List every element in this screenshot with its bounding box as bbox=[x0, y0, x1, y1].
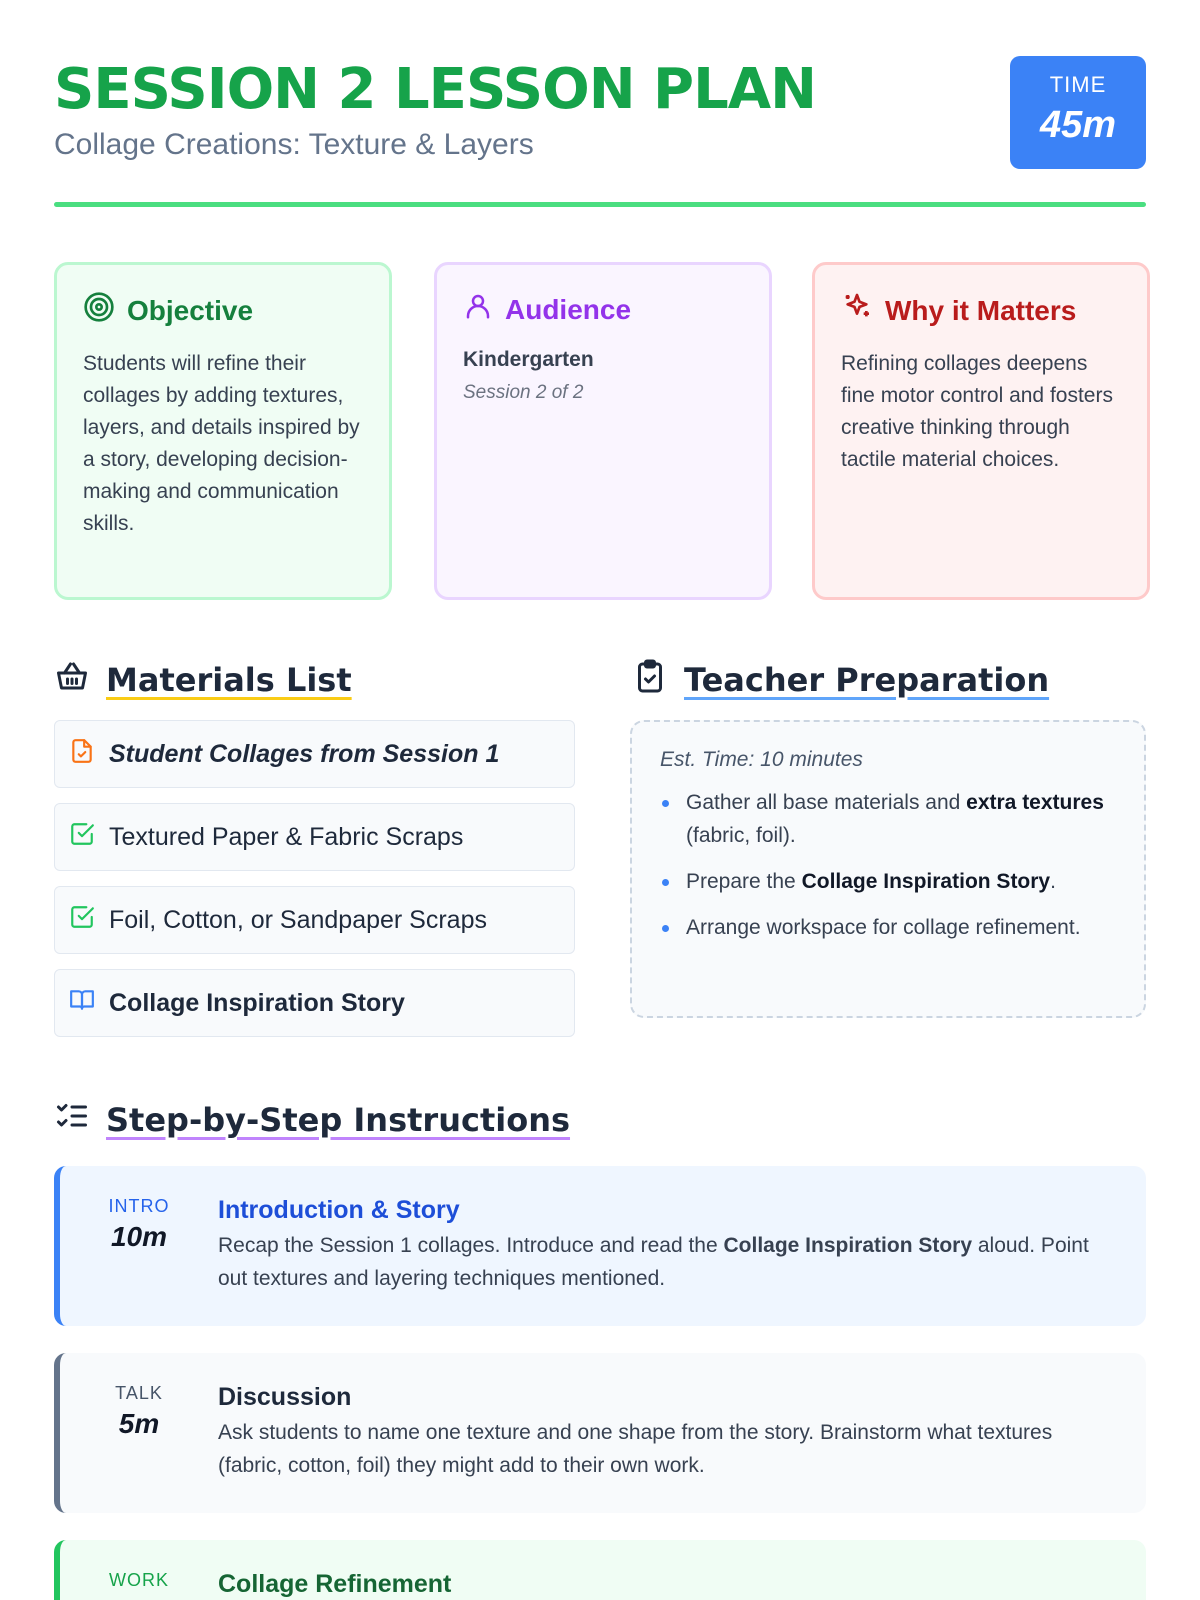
time-badge-value: 45m bbox=[1039, 104, 1117, 146]
audience-card-title: Audience bbox=[505, 293, 632, 325]
material-item bbox=[54, 803, 575, 871]
check-square-icon bbox=[69, 904, 95, 937]
step-card-intro bbox=[54, 1166, 1146, 1326]
time-badge-label: TIME bbox=[1049, 72, 1107, 97]
material-item bbox=[54, 720, 575, 788]
step-content bbox=[218, 1383, 1146, 1513]
material-item bbox=[54, 969, 575, 1037]
step-meta bbox=[60, 1196, 218, 1326]
target-icon bbox=[83, 291, 115, 330]
header-divider bbox=[54, 202, 1146, 207]
audience-card-header bbox=[463, 291, 743, 328]
why-it-matters-card bbox=[812, 262, 1150, 600]
objective-card-body: Students will refine their collages by adding textures, layers, and details inspired by a story, developing decision-making and communication skills. bbox=[83, 352, 360, 535]
file-icon bbox=[69, 738, 95, 771]
material-label: Student Collages from Session 1 bbox=[109, 739, 500, 768]
step-card-work bbox=[54, 1540, 1146, 1600]
why-card-title: Why it Matters bbox=[885, 294, 1077, 326]
material-item bbox=[54, 886, 575, 954]
why-card-body: Refining collages deepens fine motor control and fosters creative thinking through tactile material choices. bbox=[841, 352, 1113, 471]
step-title: Discussion bbox=[218, 1383, 352, 1411]
page-title: SESSION 2 LESSON PLAN bbox=[54, 57, 816, 122]
material-label: Collage Inspiration Story bbox=[109, 988, 405, 1017]
clipboard-check-icon bbox=[632, 658, 668, 702]
step-tag: INTRO bbox=[108, 1196, 170, 1216]
check-square-icon bbox=[69, 821, 95, 854]
materials-heading bbox=[54, 658, 352, 702]
prep-heading bbox=[632, 658, 1049, 702]
step-tag: TALK bbox=[115, 1383, 163, 1403]
list-checks-icon bbox=[54, 1098, 90, 1142]
step-tag: WORK bbox=[109, 1570, 169, 1590]
prep-list-item: Arrange workspace for collage refinement. bbox=[660, 911, 1116, 944]
page-header bbox=[54, 56, 1146, 206]
objective-card-header bbox=[83, 291, 363, 330]
book-icon bbox=[69, 987, 95, 1020]
step-meta bbox=[60, 1383, 218, 1513]
step-duration: 10m bbox=[110, 1221, 168, 1252]
step-meta bbox=[60, 1570, 218, 1600]
step-card-talk bbox=[54, 1353, 1146, 1513]
prep-list-item: Gather all base materials and extra textures (fabric, foil). bbox=[660, 786, 1116, 852]
step-duration: 5m bbox=[118, 1408, 160, 1439]
audience-session: Session 2 of 2 bbox=[463, 382, 584, 403]
audience-card bbox=[434, 262, 772, 600]
material-label: Foil, Cotton, or Sandpaper Scraps bbox=[109, 905, 487, 934]
objective-card-title: Objective bbox=[127, 294, 254, 326]
user-icon bbox=[463, 291, 493, 328]
step-title: Collage Refinement bbox=[218, 1570, 452, 1598]
material-label: Textured Paper & Fabric Scraps bbox=[109, 822, 464, 851]
step-body: Recap the Session 1 collages. Introduce and read the Collage Inspiration Story aloud. Point out textures and layering techniques mentioned. bbox=[218, 1234, 1089, 1290]
basket-icon bbox=[54, 658, 90, 702]
sparkles-icon bbox=[841, 291, 873, 330]
prep-list-item: Prepare the Collage Inspiration Story. bbox=[660, 865, 1116, 898]
prep-list bbox=[660, 786, 1116, 944]
objective-card bbox=[54, 262, 392, 600]
time-badge bbox=[1010, 56, 1146, 169]
why-card-header bbox=[841, 291, 1121, 330]
prep-box bbox=[630, 720, 1146, 1018]
materials-heading-text: Materials List bbox=[106, 661, 352, 699]
page-subtitle: Collage Creations: Texture & Layers bbox=[54, 128, 534, 161]
steps-heading bbox=[54, 1098, 570, 1142]
step-content bbox=[218, 1570, 1146, 1600]
prep-heading-text: Teacher Preparation bbox=[684, 661, 1050, 699]
steps-heading-text: Step-by-Step Instructions bbox=[106, 1101, 571, 1139]
step-title: Introduction & Story bbox=[218, 1196, 460, 1224]
audience-level: Kindergarten bbox=[463, 348, 594, 371]
step-body: Ask students to name one texture and one shape from the story. Brainstorm what textures (fabric, cotton, foil) they might add to their own work. bbox=[218, 1421, 1053, 1477]
step-content bbox=[218, 1196, 1146, 1326]
prep-est-time: Est. Time: 10 minutes bbox=[660, 748, 863, 771]
